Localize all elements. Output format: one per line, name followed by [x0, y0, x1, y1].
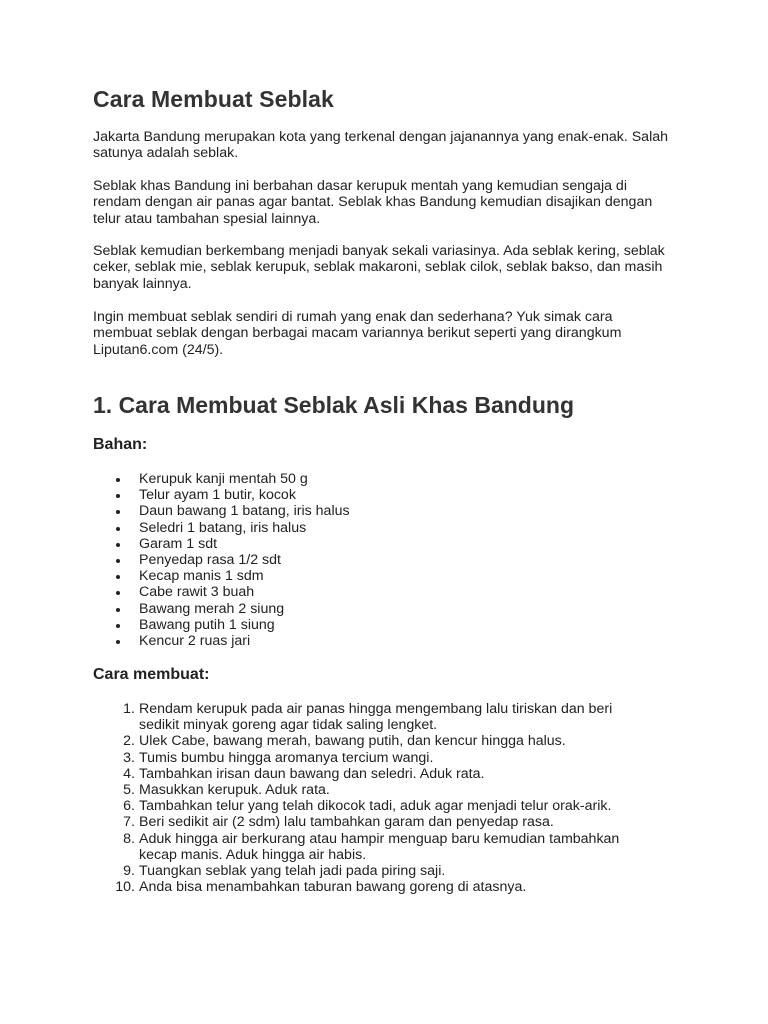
list-item: [93, 617, 350, 633]
steps-list: [93, 701, 653, 895]
step-number: 10.: [115, 879, 135, 896]
step-item: [93, 814, 653, 830]
bullet-icon: [116, 591, 120, 595]
ingredient-text: Penyedap rasa 1/2 sdt: [139, 552, 281, 569]
ingredient-text: Cabe rawit 3 buah: [139, 584, 255, 601]
section-title: 1. Cara Membuat Seblak Asli Khas Bandung: [93, 392, 574, 418]
paragraph-invitation: Ingin membuat seblak sendiri di rumah yang enak dan sederhana? Yuk simak cara membuat seblak dengan berbagai macam variannya berikut seperti yang dirangkum Liputan6.com (24/5).: [93, 309, 622, 358]
ingredient-text: Kencur 2 ruas jari: [139, 633, 251, 650]
ingredient-text: Seledri 1 batang, iris halus: [139, 519, 307, 536]
paragraph-intro: Jakarta Bandung merupakan kota yang terkenal dengan jajanannya yang enak-enak. Salah satunya adalah seblak.: [93, 129, 669, 162]
page-title: Cara Membuat Seblak: [93, 86, 334, 112]
bullet-icon: [116, 640, 120, 644]
step-item: [93, 798, 653, 814]
list-item: [93, 633, 350, 649]
step-text: Ulek Cabe, bawang merah, bawang putih, dan kencur hingga halus.: [139, 733, 566, 750]
bullet-icon: [116, 510, 120, 514]
step-text: Anda bisa menambahkan taburan bawang goreng di atasnya.: [139, 879, 527, 896]
step-number: 1.: [123, 701, 135, 717]
step-text: Tumis bumbu hingga aromanya tercium wangi.: [139, 749, 434, 766]
bullet-icon: [116, 624, 120, 628]
list-item: [93, 520, 350, 536]
list-item: [93, 568, 350, 584]
steps-heading: Cara membuat:: [93, 666, 210, 683]
step-item: [93, 782, 653, 798]
step-number: 8.: [123, 830, 135, 847]
step-text: Masukkan kerupuk. Aduk rata.: [139, 782, 330, 799]
ingredient-text: Kecap manis 1 sdm: [139, 568, 264, 585]
list-item: [93, 552, 350, 568]
ingredient-text: Bawang merah 2 siung: [139, 600, 285, 617]
step-text: Tuangkan seblak yang telah jadi pada piring saji.: [139, 863, 446, 880]
step-number: 6.: [123, 798, 135, 815]
step-number: 9.: [123, 863, 135, 880]
bullet-icon: [116, 527, 120, 531]
step-text: Beri sedikit air (2 sdm) lalu tambahkan garam dan penyedap rasa.: [139, 814, 554, 831]
list-item: [93, 487, 350, 503]
step-item: [93, 750, 653, 766]
ingredient-text: Kerupuk kanji mentah 50 g: [139, 471, 308, 487]
step-text: Aduk hingga air berkurang atau hampir menguap baru kemudian tambahkan kecap manis. Aduk hingga air habis.: [139, 830, 620, 863]
list-item: [93, 536, 350, 552]
step-text: Tambahkan irisan daun bawang dan seledri. Aduk rata.: [139, 765, 485, 782]
paragraph-description: Seblak khas Bandung ini berbahan dasar kerupuk mentah yang kemudian sengaja di rendam dengan air panas agar bantat. Seblak khas Bandung kemudian disajikan dengan telur atau tambahan spesial lainnya.: [93, 178, 653, 227]
bullet-icon: [116, 494, 120, 498]
step-number: 4.: [123, 765, 135, 782]
bullet-icon: [116, 575, 120, 579]
step-number: 5.: [123, 782, 135, 799]
list-item: [93, 601, 350, 617]
ingredient-text: Daun bawang 1 batang, iris halus: [139, 503, 350, 520]
ingredient-text: Telur ayam 1 butir, kocok: [139, 487, 296, 504]
step-item: [93, 831, 653, 863]
step-number: 2.: [123, 733, 135, 750]
bullet-icon: [116, 608, 120, 612]
ingredient-text: Garam 1 sdt: [139, 535, 218, 552]
paragraph-variations: Seblak kemudian berkembang menjadi banyak sekali variasinya. Ada seblak kering, seblak ceker, seblak mie, seblak kerupuk, seblak makaroni, seblak cilok, seblak bakso, dan masih banyak lainnya.: [93, 243, 665, 292]
step-item: [93, 701, 653, 733]
step-text: Tambahkan telur yang telah dikocok tadi, aduk agar menjadi telur orak-arik.: [139, 798, 612, 815]
step-item: [93, 766, 653, 782]
step-text: Rendam kerupuk pada air panas hingga mengembang lalu tiriskan dan beri sedikit minyak goreng agar tidak saling lengket.: [139, 701, 613, 734]
bullet-icon: [116, 559, 120, 563]
list-item: [93, 584, 350, 600]
bullet-icon: [116, 543, 120, 547]
step-number: 3.: [123, 749, 135, 766]
step-item: [93, 863, 653, 879]
step-item: [93, 733, 653, 749]
ingredients-list: [93, 471, 350, 649]
bullet-icon: [116, 478, 120, 482]
list-item: [93, 471, 350, 487]
ingredient-text: Bawang putih 1 siung: [139, 616, 275, 633]
list-item: [93, 503, 350, 519]
ingredients-heading: Bahan:: [93, 436, 148, 453]
step-number: 7.: [123, 814, 135, 831]
step-item: [93, 879, 653, 895]
